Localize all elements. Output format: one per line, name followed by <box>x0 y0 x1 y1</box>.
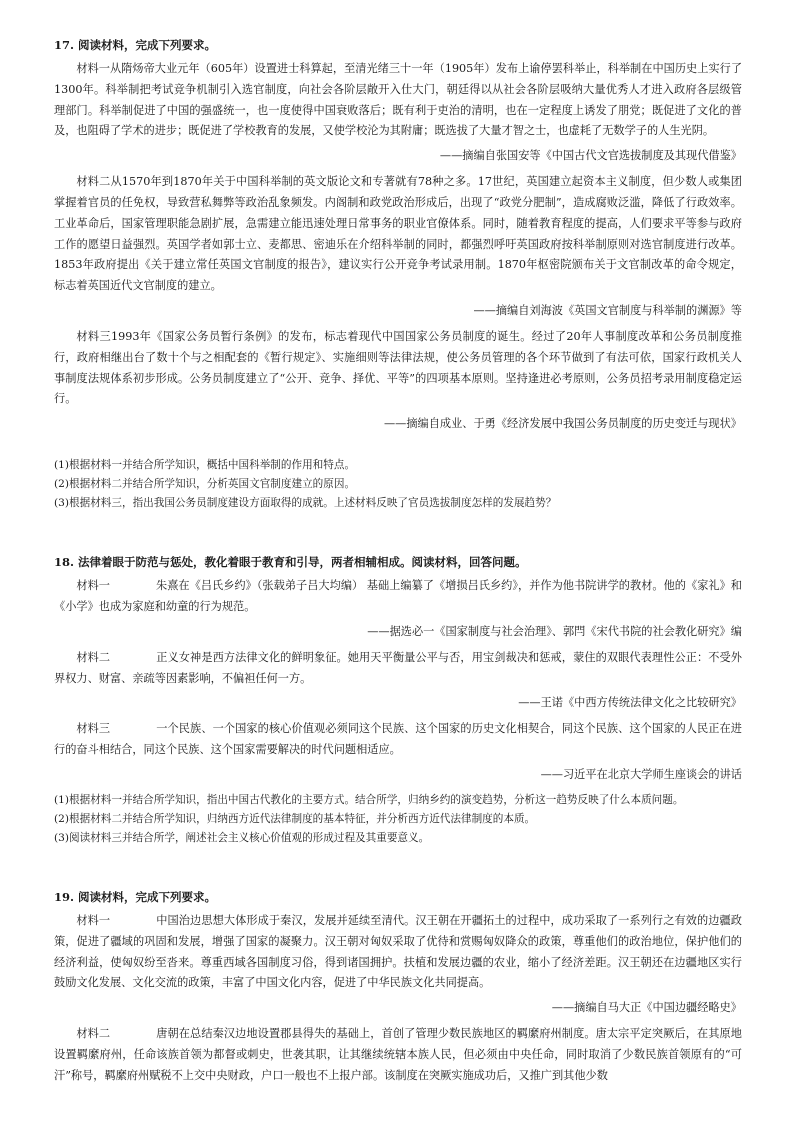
q17-material-2: 材料二从1570年到1870年关于中国科举制的英文版论文和专著就有78种之多。17世纪，英国建立起资本主义制度，但少数人或集团掌握着官员的任免权，导致营私舞弊等政治乱象频发。内阁制和政党政治形成后，出现了“政党分肥制”，造成腐败泛滥，降低了行政效率。工业革命后，国家管理职能急剧扩展，急需建立能迅速处理日常事务的职业官僚体系。同时，随着教育程度的提高，人们要求平等参与政府工作的愿望日益强烈。英国学者如郭士立、麦都思、密迪乐在介绍科举制的同时，都强烈呼吁英国政府按科举制原则对选官制度进行改革。1853年政府提出《关于建立常任英国文官制度的报告》，建议实行公开竞争考试录用制。1870年枢密院颁布关于文官制改革的命令规定，标志着英国近代文官制度的建立。 <box>54 175 742 293</box>
q19-material-1-text: 中国治边思想大体形成于秦汉，发展并延续至清代。汉王朝在开疆拓土的过程中，成功采取了一系列行之有效的边疆政策，促进了疆域的巩固和发展，增强了国家的凝聚力。汉王朝对匈奴采取了优待和赏赐匈奴降众的政策，尊重他们的政治地位，保护他们的经济利益，使匈奴纷至沓来。尊重西域各国制度习俗，得到诸国拥护。扶植和发展边疆的农业，缩小了经济差距。汉王朝还在边疆地区实行鼓励文化发展、文化交流的政策，丰富了中国文化内容，促进了中华民族文化共同提高。 <box>54 913 742 990</box>
q19-material-1 <box>54 911 742 994</box>
q17-material-1-source: ——摘编自张国安等《中国古代文官选拔制度及其现代借鉴》 <box>439 149 742 163</box>
question-17-title: 17. 阅读材料，完成下列要求。 <box>54 38 217 52</box>
q17-subquestion-2: (2)根据材料二并结合所学知识，分析英国文官制度建立的原因。 <box>54 478 356 491</box>
q18-subquestion-1: (1)根据材料一并结合所学知识，指出中国古代教化的主要方式。结合所学，归纳乡约的演变趋势，分析这一趋势反映了什么本质问题。 <box>54 793 684 806</box>
q18-material-2 <box>54 648 742 690</box>
q18-material-2-text: 正义女神是西方法律文化的鲜明象征。她用天平衡量公平与否，用宝剑裁决和惩戒，蒙住的双眼代表理性公正：不受外界权力、财富、亲疏等因素影响，不偏袒任何一方。 <box>54 650 742 685</box>
q18-subquestion-2: (2)根据材料二并结合所学知识，归纳西方近代法律制度的基本特征，并分析西方近代法律制度的本质。 <box>54 812 536 825</box>
q17-material-3: 材料三1993年《国家公务员暂行条例》的发布，标志着现代中国国家公务员制度的诞生。经过了20年人事制度改革和公务员制度推行，政府相继出台了数十个与之相配套的《暂行规定》、实施细则等法律法规，使公务员管理的各个环节做到了有法可依，国家行政机关人事制度法规体系初步形成。公务员制度建立了“公开、竞争、择优、平等”的四项基本原则。坚持逢进必考原则，公务员招考录用制度稳定运行。 <box>54 329 742 406</box>
question-18-title: 18. 法律着眼于防范与惩处，教化着眼于教育和引导，两者相辅相成。阅读材料，回答问题。 <box>54 555 527 570</box>
question-17 <box>54 36 742 513</box>
question-18 <box>54 553 742 848</box>
q18-material-2-label: 材料二 <box>76 650 111 664</box>
q17-subquestion-1: (1)根据材料一并结合所学知识，概括中国科举制的作用和特点。 <box>54 459 356 472</box>
q17-subquestion-3: (3)根据材料三，指出我国公务员制度建设方面取得的成就。上述材料反映了官员选拔制度怎样的发展趋势？ <box>54 497 557 510</box>
q18-material-1-source: ——据选必一《国家制度与社会治理》、郭閂《宋代书院的社会教化研究》编 <box>367 624 742 638</box>
q18-material-1-label: 材料一 <box>76 579 110 593</box>
q18-material-1 <box>54 576 742 618</box>
q19-material-1-label: 材料一 <box>76 913 111 927</box>
q17-material-1: 材料一从隋炀帝大业元年（605年）设置进士科算起，至清光绪三十一年（1905年）发布上谕停罢科举止，科举制在中国历史上实行了1300年。科举制把考试竞争机制引入选官制度，向社会各阶层敞开入仕大门，朝廷得以从社会各阶层吸纳大量优秀人才进入政府各层级管理部门。科举制促进了中国的强盛统一，也一度使得中国衰败落后；既有利于吏治的清明，也在一定程度上诱发了朋党；既促进了文化的普及，也阻碍了学术的进步；既促进了学校教育的发展，又使学校沦为其附庸；既选拔了大量才智之士，也虚耗了无数学子的人生光阴。 <box>54 62 742 138</box>
q17-material-3-source: ——摘编自成业、于勇《经济发展中我国公务员制度的历史变迁与现状》 <box>383 417 742 431</box>
question-19-title: 19. 阅读材料，完成下列要求。 <box>54 889 217 904</box>
q19-material-2-text: 唐朝在总结秦汉边地设置郡县得失的基础上，首创了管理少数民族地区的羁縻府州制度。唐太宗平定突厥后，在其原地设置羁縻府州，任命该族首领为都督或刺史，世袭其职，让其继续统辖本族人民，但必须由中央任命，同时取消了少数民族首领原有的“可汗”称号，羁縻府州赋税不上交中央财政，户口一般也不上报户部。该制度在突厥实施成功后，又推广到其他少数 <box>54 1027 742 1082</box>
q17-material-2-source: ——摘编自刘海波《英国文官制度与科举制的渊源》等 <box>473 303 742 317</box>
q19-material-1-source: ——摘编自马大正《中国边疆经略史》 <box>551 1001 742 1015</box>
q18-material-3 <box>54 719 742 761</box>
q18-subquestion-3: (3)阅读材料三并结合所学，阐述社会主义核心价值观的形成过程及其重要意义。 <box>54 831 430 844</box>
q18-material-3-label: 材料三 <box>76 722 111 736</box>
q18-material-3-source: ——习近平在北京大学师生座谈会的讲话 <box>540 767 742 781</box>
q18-material-1-text: 朱熹在《吕氏乡约》（张载弟子吕大均编） 基础上编纂了《增损吕氏乡约》，并作为他书院讲学的教材。他的《家礼》和《小学》也成为家庭和幼童的行为规范。 <box>54 579 742 613</box>
q18-material-3-text: 一个民族、一个国家的核心价值观必须同这个民族、这个国家的历史文化相契合，同这个民族、这个国家的人民正在进行的奋斗相结合，同这个民族、这个国家需要解决的时代问题相适应。 <box>54 722 742 757</box>
q19-material-2 <box>54 1024 742 1086</box>
exam-page <box>54 36 742 1087</box>
q19-material-2-label: 材料二 <box>76 1027 111 1041</box>
q18-material-2-source: ——王诺《中西方传统法律文化之比较研究》 <box>518 696 742 710</box>
question-19 <box>54 888 742 1087</box>
